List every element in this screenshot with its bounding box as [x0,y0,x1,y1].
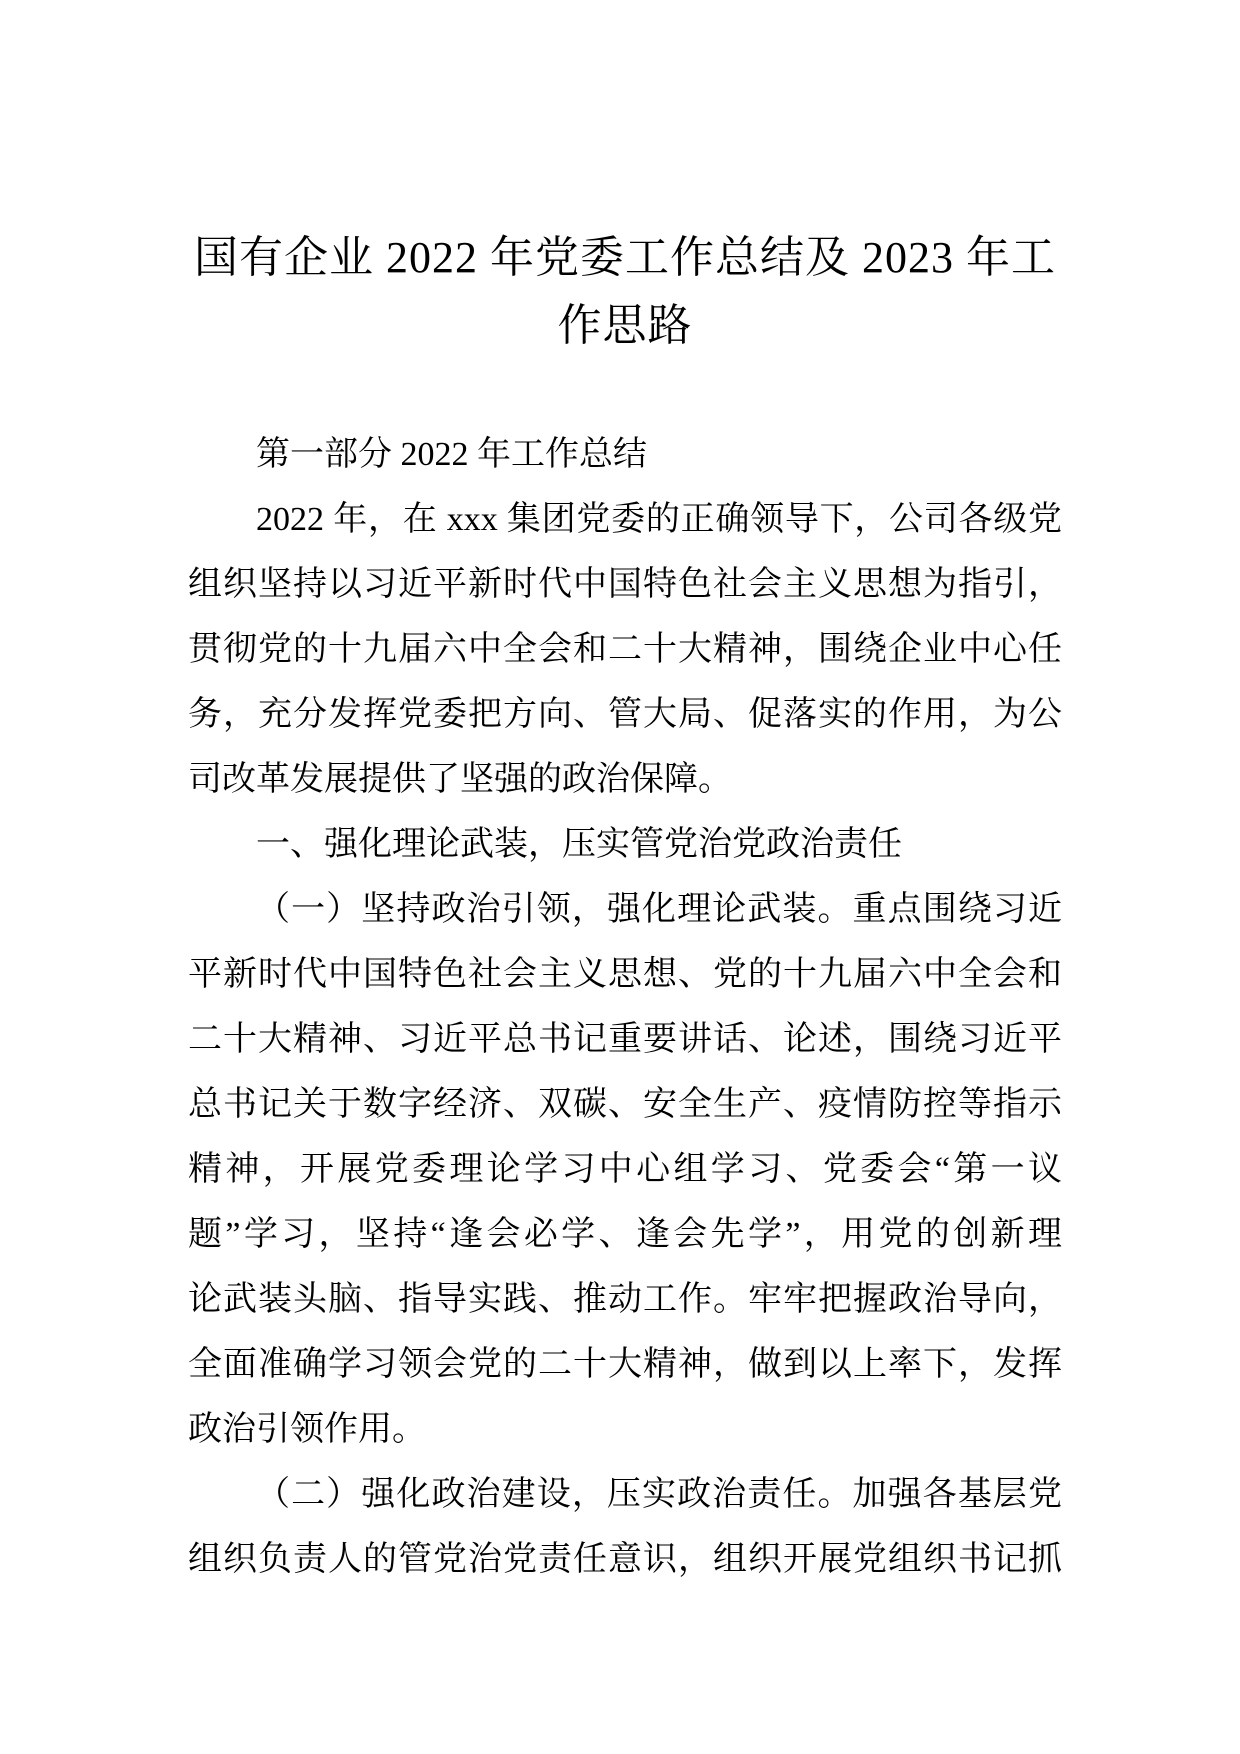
body-line: 司改革发展提供了坚强的政治保障。 [188,761,732,798]
body-line: 总书记关于数字经济、双碳、安全生产、疫情防控等指示 [188,1086,1062,1123]
title-line: 国有企业 2022 年党委工作总结及 2023 年工 [194,233,1056,282]
body-line: 贯彻党的十九届六中全会和二十大精神，围绕企业中心任 [188,631,1062,668]
body-line: 组织负责人的管党治党责任意识，组织开展党组织书记抓 [188,1541,1062,1578]
body-line: （二）强化政治建设，压实政治责任。加强各基层党 [256,1476,1062,1513]
title-line: 作思路 [557,301,693,350]
body-line: 2022 年，在 xxx 集团党委的正确领导下，公司各级党 [256,501,1062,538]
body-line: 一、强化理论武装，压实管党治党政治责任 [256,826,902,863]
body-line: 二十大精神、习近平总书记重要讲话、论述，围绕习近平 [188,1021,1062,1058]
body-line: 论武装头脑、指导实践、推动工作。牢牢把握政治导向， [188,1281,1062,1318]
body-line: 政治引领作用。 [188,1411,426,1448]
body-line: 全面准确学习领会党的二十大精神，做到以上率下，发挥 [188,1346,1062,1383]
body-line: 第一部分 2022 年工作总结 [256,436,647,473]
body-line: 平新时代中国特色社会主义思想、党的十九届六中全会和 [188,956,1062,993]
body-line: 组织坚持以习近平新时代中国特色社会主义思想为指引， [188,566,1062,603]
document-body [188,422,1062,1592]
body-line: 题”学习，坚持“逢会必学、逢会先学”，用党的创新理 [188,1216,1062,1253]
body-line: 务，充分发挥党委把方向、管大局、促落实的作用，为公 [188,696,1062,733]
document-title [188,0,1062,360]
body-line: （一）坚持政治引领，强化理论武装。重点围绕习近 [256,891,1062,928]
body-line: 精神，开展党委理论学习中心组学习、党委会“第一议 [188,1151,1062,1188]
